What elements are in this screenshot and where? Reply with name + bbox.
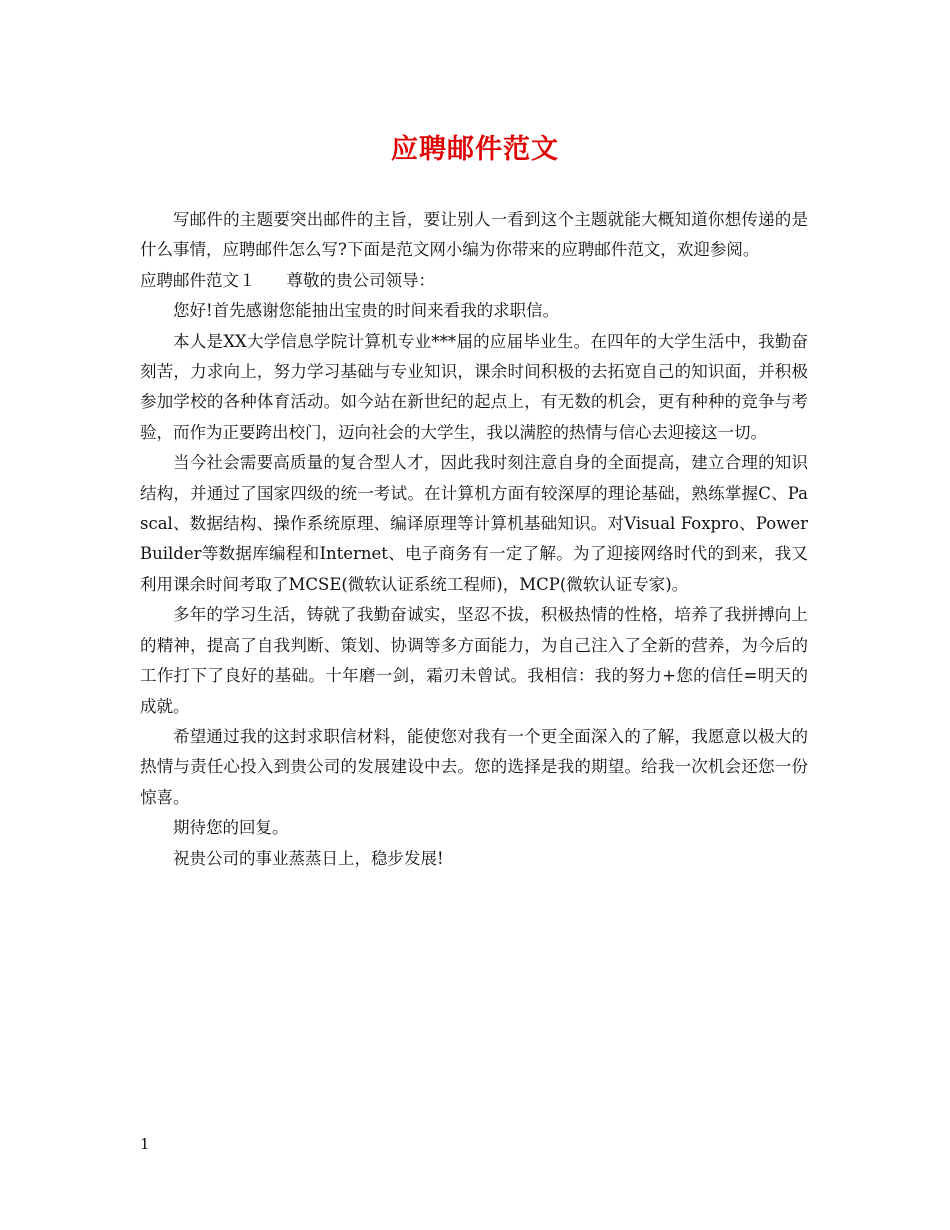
sample-label: 应聘邮件范文１	[140, 270, 256, 290]
intro-paragraph: 写邮件的主题要突出邮件的主旨，要让别人一看到这个主题就能大概知道你想传递的是什么事情，应聘邮件怎么写?下面是范文网小编为你带来的应聘邮件范文，欢迎参阅。	[140, 210, 808, 260]
document-title: 应聘邮件范文	[391, 134, 559, 165]
paragraph-character: 多年的学习生活，铸就了我勤奋诚实，坚忍不拔，积极热情的性格，培养了我拼搏向上的精神，提高了自我判断、策划、协调等多方面能力，为自己注入了全新的营养，为今后的工作打下了良好的基础。十年磨一剑，霜刃未曾试。我相信：我的努力+您的信任=明天的成就。	[140, 605, 808, 716]
paragraph-hope: 希望通过我的这封求职信材料，能使您对我有一个更全面深入的了解，我愿意以极大的热情与责任心投入到贵公司的发展建设中去。您的选择是我的期望。给我一次机会还您一份惊喜。	[140, 726, 808, 807]
page-number: 1	[140, 1135, 150, 1153]
paragraph-skills: 当今社会需要高质量的复合型人才，因此我时刻注意自身的全面提高，建立合理的知识结构，并通过了国家四级的统一考试。在计算机方面有较深厚的理论基础，熟练掌握C、Pascal、数据结构、操作系统原理、编译原理等计算机基础知识。对Visual Foxpro、Power Builder等数据库编程和Internet、电子商务有一定了解。为了迎接网络时代的到来，我又利用课余时间考取了MCSE(微软认证系统工程师)，MCP(微软认证专家)。	[140, 453, 808, 594]
document-body	[140, 205, 808, 874]
paragraph-greeting: 您好!首先感谢您能抽出宝贵的时间来看我的求职信。	[173, 301, 560, 321]
paragraph-closing-wish: 祝贵公司的事业蒸蒸日上，稳步发展!	[173, 848, 444, 868]
paragraph-await-reply: 期待您的回复。	[173, 818, 289, 838]
salutation-row	[140, 266, 808, 296]
paragraph-introduction: 本人是XX大学信息学院计算机专业***届的应届毕业生。在四年的大学生活中，我勤奋刻苦，力求向上，努力学习基础与专业知识，课余时间积极的去拓宽自己的知识面，并积极参加学校的各种体育活动。如今站在新世纪的起点上，有无数的机会，更有种种的竞争与考验，而作为正要跨出校门，迈向社会的大学生，我以满腔的热情与信心去迎接这一切。	[140, 331, 808, 442]
salutation: 尊敬的贵公司领导：	[286, 270, 435, 290]
